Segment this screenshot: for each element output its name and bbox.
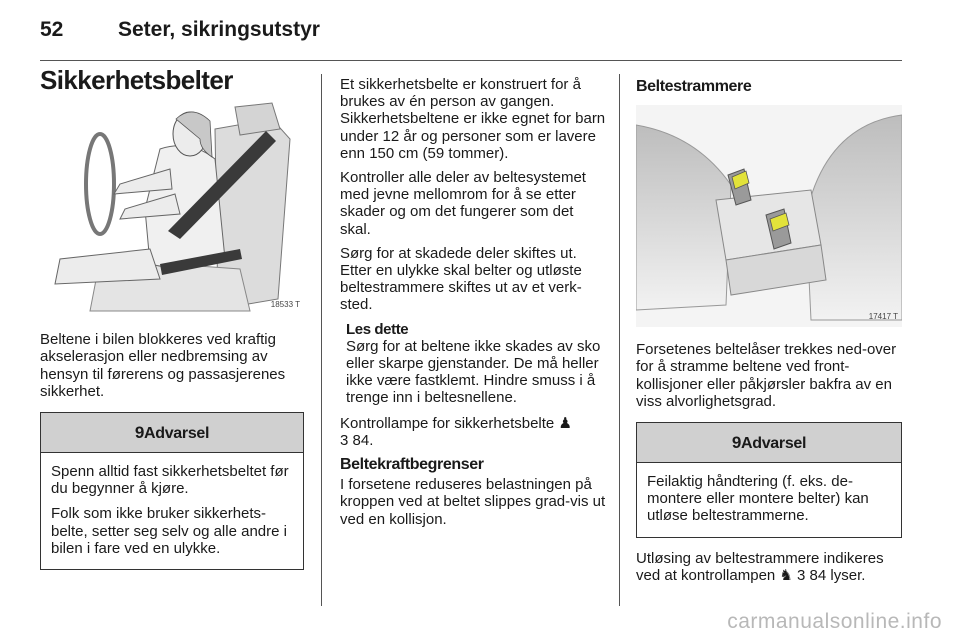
lamp-text: Kontrollampe for sikkerhetsbelte [340,414,555,432]
warning-header [41,413,303,453]
warning-box [636,422,902,538]
seatbelt-lamp-icon: ♟ [558,414,572,432]
pretensioner-figure [636,105,902,327]
warning-title: Advarsel [143,425,210,443]
indicator-paragraph [636,550,902,584]
paragraph: Sørg for at skadede deler skiftes ut. Etter en ulykke skal belter og utløste beltestrammere skiftes ut av et verk-sted. [340,244,582,314]
page-reference: 3 84 lyser. [797,566,866,584]
page-number: 52 [40,18,64,41]
warning-paragraph: Feilaktig håndtering (f. eks. de-montere eller montere belter) kan utløse beltestrammerne. [647,473,869,525]
note-text: Sørg for at beltene ikke skades av sko eller skarpe gjenstander. De må heller ikke være fastklemt. Hindre smuss i å trenge inn i beltesnellene. [346,337,601,407]
intro-paragraph: Beltene i bilen blokkeres ved kraftig akselerasjon eller nedbremsing av hensyn til førerens og passasjerenes sikkerhet. [40,331,286,400]
paragraph: Forsetenes beltelåser trekkes ned-over for å stramme beltene ved front-kollisjoner eller påkjørsler bakfra av en viss alvorlighetsgrad. [636,341,897,410]
column-divider-1 [321,74,322,606]
indicator-text: Utløsing av beltestrammere indikeres ved at kontrollampen [636,549,884,584]
watermark: carmanualsonline.info [727,610,942,633]
subheading: Beltekraftbegrenser [340,456,484,474]
warning-box [40,412,304,570]
pretensioner-illustration [636,105,902,327]
warning-paragraph: Folk som ikke bruker sikkerhets-belte, setter seg selv og alle andre i bilen i fare ved en ulykke. [51,505,287,557]
driver-seatbelt-illustration [40,99,304,315]
paragraph: Et sikkerhetsbelte er konstruert for å brukes av én person av gangen. Sikkerhetsbeltene er ikke egnet for barn under 12 år og personer som er lavere enn 150 cm (59 tommer). [340,76,606,162]
warning-header [637,423,901,463]
section-title: Seter, sikringsutstyr [118,18,320,41]
paragraph: I forsetene reduseres belastningen på kroppen ved at beltet slippes grad-vis ut ved en kollisjon. [340,476,606,528]
note-box [340,321,606,407]
warning-icon: 9 [134,423,144,443]
page-reference: 3 84. [340,431,374,449]
warning-icon: 9 [731,433,741,453]
figure-code: 17417 T [868,312,898,321]
seatbelt-figure [40,99,304,315]
section-heading: Beltestrammere [636,78,752,95]
section-heading: Sikkerhetsbelter [40,65,233,95]
column-1 [40,65,304,578]
column-2 [340,76,606,535]
airbag-lamp-icon: ♞ [779,566,793,584]
page-header [40,18,320,42]
warning-title: Advarsel [740,435,807,453]
column-3 [636,76,902,591]
note-title: Les dette [346,320,409,338]
lamp-paragraph [340,415,606,449]
header-rule [40,60,902,61]
paragraph: Kontroller alle deler av beltesystemet med jevne mellomrom for å se etter skader og om det fungerer som det skal. [340,169,586,238]
figure-code: 18533 T [270,300,300,309]
warning-paragraph: Spenn alltid fast sikkerhetsbeltet før du begynner å kjøre. [51,463,289,498]
column-divider-2 [619,74,620,606]
